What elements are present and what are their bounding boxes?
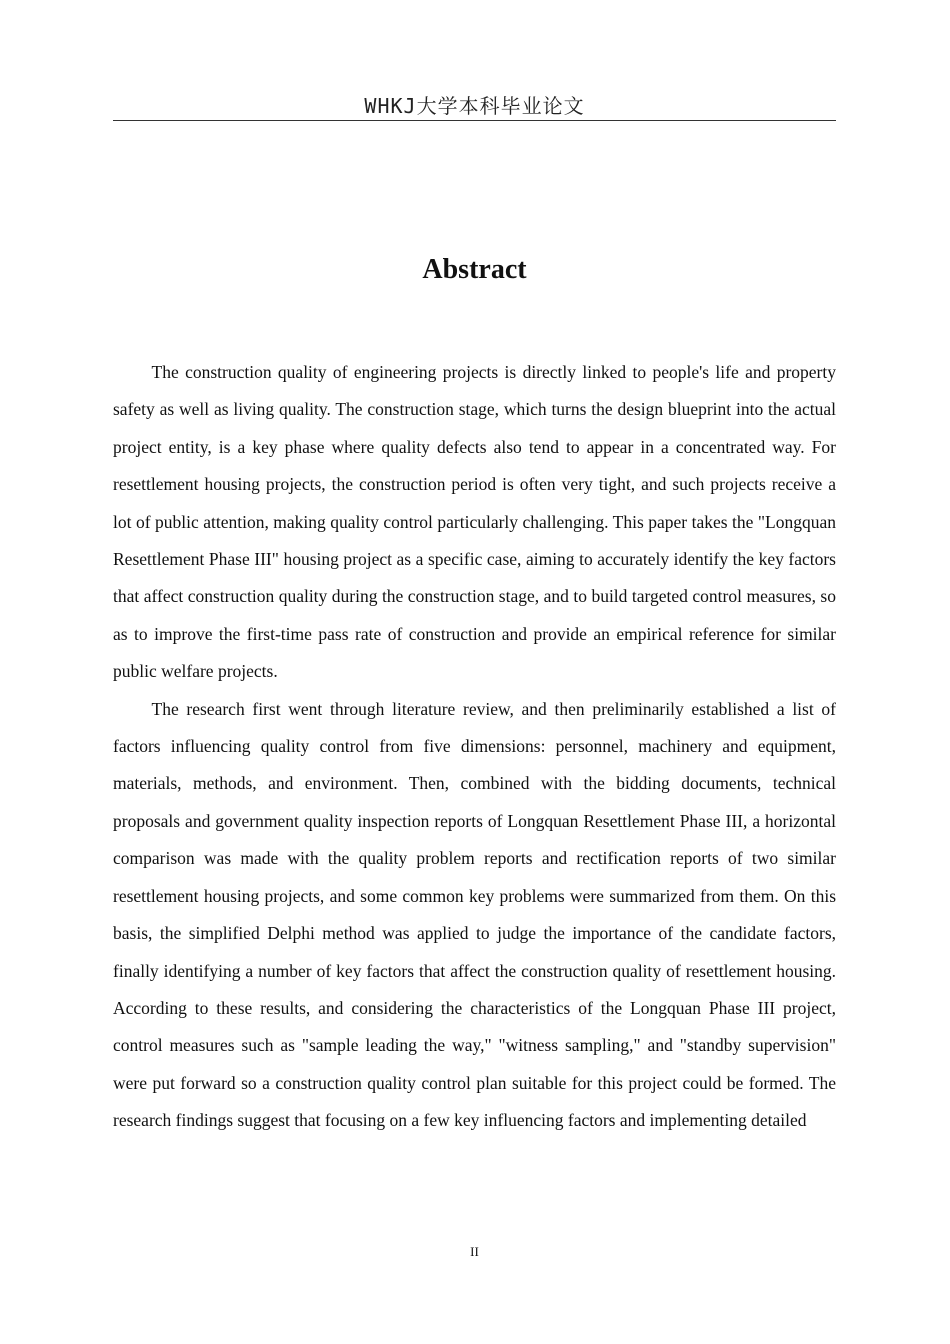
page-header <box>113 92 836 121</box>
header-text: WHKJ大学本科毕业论文 <box>364 94 585 118</box>
abstract-title: Abstract <box>422 254 527 285</box>
abstract-paragraph: The research first went through literature review, and then preliminarily established a list of factors influencing quality control from five dimensions: personnel, machinery and equipment, materials, methods, and environment. Then, combined with the bidding documents, technical proposals and government quality inspection reports of Longquan Resettlement Phase III, a horizontal comparison was made with the quality problem reports and rectification reports of two similar resettlement housing projects, and some common key problems were summarized from them. On this basis, the simplified Delphi method was applied to judge the importance of the candidate factors, finally identifying a number of key factors that affect the construction quality of resettlement housing. According to these results, and considering the characteristics of the Longquan Phase III project, control measures such as "sample leading the way," "witness sampling," and "standby supervision" were put forward so a construction quality control plan suitable for this project could be formed. The research findings suggest that focusing on a few key influencing factors and implementing detailed <box>113 698 836 1131</box>
page-number: II <box>470 1244 479 1259</box>
abstract-body <box>113 354 836 1140</box>
abstract-paragraph: The construction quality of engineering projects is directly linked to people's life and property safety as well as living quality. The construction stage, which turns the design blueprint into the actual project entity, is a key phase where quality defects also tend to appear in a concentrated way. For resettlement housing projects, the construction period is often very tight, and such projects receive a lot of public attention, making quality control particularly challenging. This paper takes the "Longquan Resettlement Phase III" housing project as a specific case, aiming to accurately identify the key factors that affect construction quality during the construction stage, and to build targeted control measures, so as to improve the first-time pass rate of construction and provide an empirical reference for similar public welfare projects. <box>113 362 836 682</box>
